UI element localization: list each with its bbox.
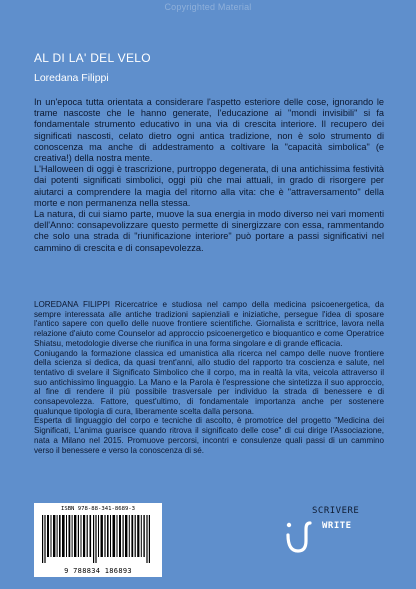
book-title: AL DI LA' DEL VELO — [34, 51, 151, 65]
bio-paragraph-2: Coniugando la formazione classica ed umanistica alla ricerca nel campo delle nuove frontiere della scienza si dedica, da quasi trent'anni, allo studio del rapporto tra coscienza e salute, nel tentativo di svelare il Significato Simbolico che il corpo, ma in realtà la vita, veicola attraverso il suo antichissimo linguaggio. La Mano e la Parola è l'espressione che sintetizza il suo approccio, al fine di rendere il più possibile trasversale per individuo la strada di benessere e di consapevolezza. Fattore, quest'ultimo, di fondamentale importanza anche per sostenere qualunque tipologia di cura, liberamente scelta dalla persona. — [34, 348, 384, 416]
publisher-logo-text-bottom: WRITE — [322, 521, 352, 531]
author-bio — [34, 300, 384, 455]
synopsis-paragraph-2: L'Halloween di oggi è trascrizione, purtroppo degenerata, di una antichissima festività dai potenti significati simbolici, oggi più che mai attuali, in grado di risorgere per aiutarci a comprendere la magia del ritorno alla vita: che è "attraversamento" della morte e non permanenza nella stessa. — [34, 164, 384, 208]
barcode-bars — [42, 515, 154, 563]
synopsis-paragraph-1: In un'epoca tutta orientata a considerare l'aspetto esteriore delle cose, ignorando le trame nascoste che le hanno generate, l'educazione ai "mondi invisibili" si fa fondamentale strumento educativo in una via di crescita interiore. Il recupero dei significati nascosti, celato dietro ogni antica tradizione, non è solo strumento di conoscenza ma anche di addestramento a coltivare la "capacità simbolica" (e creativa!) della nostra mente. — [34, 97, 384, 164]
book-author: Loredana Filippi — [34, 72, 109, 84]
isbn-barcode — [34, 503, 162, 577]
synopsis — [34, 97, 384, 254]
publisher-logo-text-top: SCRIVERE — [312, 506, 360, 516]
synopsis-paragraph-3: La natura, di cui siamo parte, muove la sua energia in modo diverso nei vari momenti dell'Anno: consapevolizzare questo permette di sinergizzare con essa, rammentando che solo una strada di "riunificazione interiore" può portare a passi significativi nel cammino di crescita e di consapevolezza. — [34, 209, 384, 253]
watermark: Copyrighted Material — [164, 2, 252, 12]
bio-paragraph-1: LOREDANA FILIPPI Ricercatrice e studiosa nel campo della medicina psicoenergetica, da sempre interessata alle antiche tradizioni sapienziali e iniziatiche, persegue l'idea di sposare l'antico sapere con quello delle nuove frontiere scientifiche. Giornalista e scrittrice, lavora nella relazione d'aiuto come Counselor ad approccio psicoenergetico e bioquantico e come Operatrice Shiatsu, metodologie diverse che riunifica in una forma singolare e di grande efficacia. — [34, 300, 384, 348]
barcode-number: 9 788834 186893 — [64, 567, 132, 575]
isbn-label: ISBN 978-88-341-8689-3 — [60, 506, 136, 512]
bio-paragraph-3: Esperta di linguaggio del corpo e tecniche di ascolto, è promotrice del progetto "Medicina dei Significati, L'anima guarisce quando ritrova il significato delle cose" di cui dirige l'Associazione, nata a Milano nel 2015. Promuove percorsi, incontri e consulenze quali passi di un cammino verso il benessere e verso la conoscenza di sé. — [34, 416, 384, 455]
